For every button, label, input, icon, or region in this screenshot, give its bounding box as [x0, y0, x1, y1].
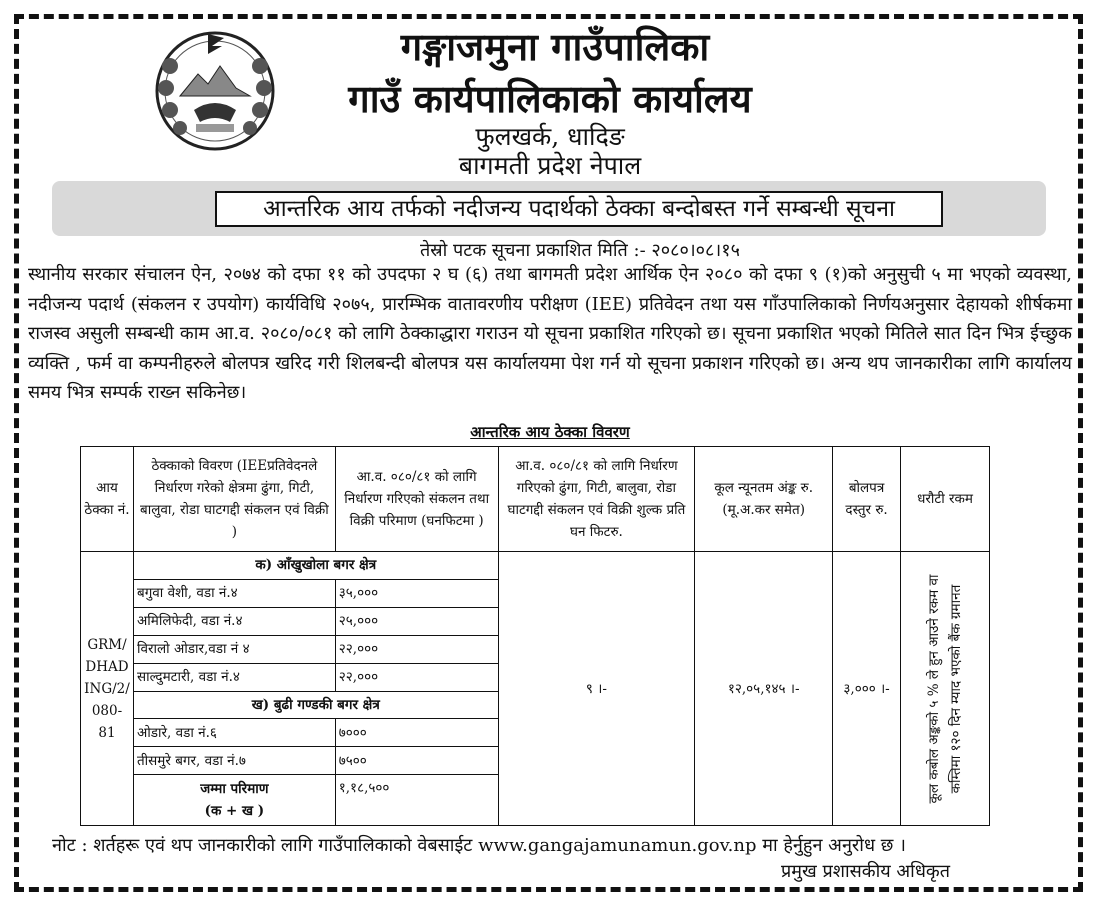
quantity-cell: २५,००० — [335, 607, 498, 635]
min-amount-cell: १२,०५,१४५ ।- — [695, 552, 833, 826]
contract-no-cell: GRM/ DHAD ING/2/ 080-81 — [81, 552, 134, 826]
deposit-text: कूल कबोल अङ्कको ५ % ले हुन आउने रकम वा कम्तिमा १२० दिन म्याद भएको बैंक ग्रमानत — [926, 574, 965, 803]
nepal-emblem-icon — [150, 26, 280, 156]
total-label-cell — [133, 775, 335, 826]
place-cell: बगुवा वेशी, वडा नं.४ — [133, 579, 335, 607]
total-sublabel: (क + ख ) — [204, 803, 265, 820]
header-description: ठेक्काको विवरण (IEEप्रतिवेदनले निर्धारण गरेको क्षेत्रमा ढुंगा, गिटी, बालुवा, रोडा घाटगद्दी संकलन एवं विक्री ) — [133, 447, 335, 552]
header-quantity: आ.व. ०८०/८१ को लागि निर्धारण गरिएको संकलन तथा विक्री परिमाण (घनफिटमा ) — [335, 447, 498, 552]
table-title: आन्तरिक आय ठेक्का विवरण — [470, 423, 630, 441]
signature: प्रमुख प्रशासकीय अधिकृत — [781, 861, 950, 882]
contract-table — [80, 446, 990, 826]
deposit-cell — [901, 552, 990, 826]
place-cell: साल्दुमटारी, वडा नं.४ — [133, 663, 335, 691]
quantity-cell: २२,००० — [335, 635, 498, 663]
quantity-cell: ७५०० — [335, 747, 498, 775]
header-deposit: धरौटी रकम — [901, 447, 990, 552]
quantity-cell: ७००० — [335, 719, 498, 747]
address-line-1: फुलखर्क, धादिङ — [475, 122, 625, 151]
tender-fee-cell: ३,००० ।- — [833, 552, 901, 826]
address-line-2: बागमती प्रदेश नेपाल — [458, 151, 642, 180]
area-a-heading: क) आँखुखोला बगर क्षेत्र — [133, 552, 498, 580]
area-b-heading: ख) बुढी गण्डकी बगर क्षेत्र — [133, 691, 498, 719]
municipality-name: गङ्गाजमुना गाउँपालिका — [400, 24, 710, 69]
footnote: नोट : शर्तहरू एवं थप जानकारीको लागि गाउँपालिकाको वेबसाईट www.gangajamunamun.gov.np मा हेर्नुहुन अनुरोध छ । — [52, 835, 906, 856]
notice-title: आन्तरिक आय तर्फको नदीजन्य पदार्थको ठेक्का बन्दोबस्त गर्ने सम्बन्धी सूचना — [215, 191, 943, 227]
rate-cell: ९ ।- — [498, 552, 695, 826]
place-cell: तीसमुरे बगर, वडा नं.७ — [133, 747, 335, 775]
total-quantity: १,१८,५०० — [335, 775, 498, 826]
area-a-row — [81, 552, 990, 580]
place-cell: अमिलिफेदी, वडा नं.४ — [133, 607, 335, 635]
table-header-row — [81, 447, 990, 552]
header-contract-no: आय ठेक्का नं. — [81, 447, 134, 552]
place-cell: विरालो ओडार,वडा नं ४ — [133, 635, 335, 663]
notice-body: स्थानीय सरकार संचालन ऐन, २०७४ को दफा ११ को उपदफा २ घ (६) तथा बागमती प्रदेश आर्थिक ऐन २०८० को दफा ९ (१)को अनुसुची ५ मा भएको व्यवस्था, नदीजन्य पदार्थ (संकलन र उपयोग) कार्यविधि २०७५, प्रारम्भिक वातावरणीय परीक्षण (IEE) प्रतिवेदन तथा यस गाँउपालिकाको निर्णयअनुसार देहायको शीर्षकमा राजस्व असुली सम्बन्धी काम आ.व. २०८०/०८१ को लागि ठेक्काद्धारा गराउन यो सूचना प्रकाशित गरिएको छ। सूचना प्रकाशित भएको मितिले सात दिन भित्र ईच्छुक व्यक्ति , फर्म वा कम्पनीहरुले बोलपत्र खरिद गरी शिलबन्दी बोलपत्र यस कार्यालयमा पेश गर्न यो सूचना प्रकाशन गरिएको छ। अन्य थप जानकारीका लागि कार्यालय समय भित्र सम्पर्क राख्न सकिनेछ। — [28, 264, 1072, 403]
quantity-cell: ३५,००० — [335, 579, 498, 607]
publication-date: तेस्रो पटक सूचना प्रकाशित मिति :- २०८०।०८।१५ — [420, 240, 740, 261]
header-rate: आ.व. ०८०/८१ को लागि निर्धारण गरिएको ढुंगा, गिटी, बालुवा, रोडा घाटगद्दी संकलन एवं विक्री शुल्क प्रति घन फिटरु. — [498, 447, 695, 552]
quantity-cell: २२,००० — [335, 663, 498, 691]
header-tender-fee: बोलपत्र दस्तुर रु. — [833, 447, 901, 552]
header-min-amount: कूल न्यूनतम अंङ्क रु. (मू.अ.कर समेत) — [695, 447, 833, 552]
office-name: गाउँ कार्यपालिकाको कार्यालय — [348, 76, 752, 121]
total-label: जम्मा परिमाण — [200, 781, 269, 798]
place-cell: ओडारे, वडा नं.६ — [133, 719, 335, 747]
